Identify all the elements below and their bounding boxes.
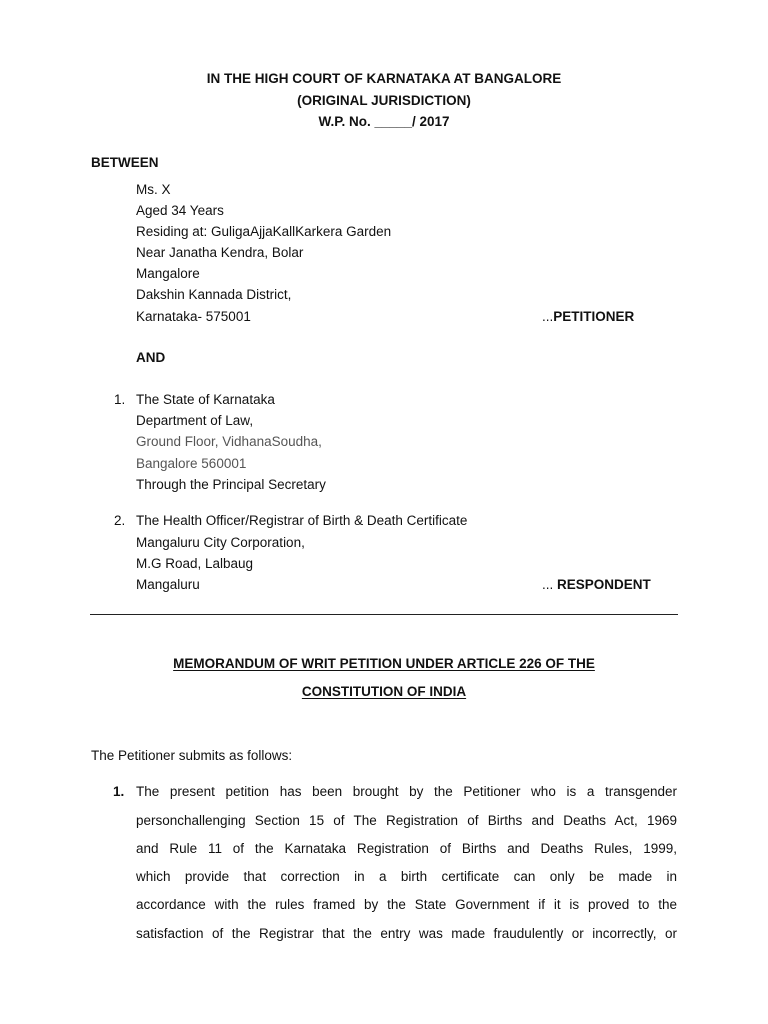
- respondent-line: Department of Law,: [136, 413, 254, 428]
- paragraph-line: accordance with the rules framed by the State Government if it is proved to the: [136, 897, 677, 912]
- respondent-number: 2.: [114, 513, 126, 528]
- respondent-line: The Health Officer/Registrar of Birth & Death Certificate: [136, 513, 468, 528]
- memo-title-line2: [0, 684, 768, 699]
- petitioner-line: Near Janatha Kendra, Bolar: [136, 245, 304, 260]
- respondent-line: Mangaluru City Corporation,: [136, 535, 305, 550]
- petitioner-line: Dakshin Kannada District,: [136, 287, 292, 302]
- respondent-role-label: RESPONDENT: [557, 577, 651, 592]
- respondent-line: M.G Road, Lalbaug: [136, 556, 254, 571]
- and-label: AND: [136, 350, 166, 365]
- case-number: W.P. No. _____/ 2017: [318, 114, 450, 129]
- petitioner-role-label: PETITIONER: [553, 309, 635, 324]
- memo-title-text-1: MEMORANDUM OF WRIT PETITION UNDER ARTICLE 226 OF THE: [173, 656, 595, 671]
- respondent-role: [542, 577, 651, 592]
- petitioner-role-dots: ...: [542, 309, 554, 324]
- respondent-line: Mangaluru: [136, 577, 200, 592]
- respondent-line: Bangalore 560001: [136, 456, 247, 471]
- respondent-number: 1.: [114, 392, 126, 407]
- memo-title-text-2: CONSTITUTION OF INDIA: [301, 684, 467, 699]
- respondent-role-dots: ...: [542, 577, 554, 592]
- paragraph-line: The present petition has been brought by the Petitioner who is a transgender: [136, 784, 677, 799]
- jurisdiction-title: (ORIGINAL JURISDICTION): [297, 93, 471, 108]
- respondent-line: Through the Principal Secretary: [136, 477, 326, 492]
- petitioner-line: Karnataka- 575001: [136, 309, 251, 324]
- paragraph-line: personchallenging Section 15 of The Registration of Births and Deaths Act, 1969: [136, 813, 677, 828]
- petitioner-line: Mangalore: [136, 266, 200, 281]
- paragraph-line: which provide that correction in a birth certificate can only be made in: [136, 869, 677, 884]
- paragraph-line: satisfaction of the Registrar that the entry was made fraudulently or incorrectly, or: [136, 926, 677, 941]
- memo-title-line1: [0, 656, 768, 671]
- court-title: IN THE HIGH COURT OF KARNATAKA AT BANGALORE: [206, 71, 562, 86]
- petitioner-role: [542, 309, 634, 324]
- intro-text: The Petitioner submits as follows:: [91, 748, 293, 763]
- petitioner-line: Ms. X: [136, 182, 171, 197]
- between-label: BETWEEN: [91, 155, 159, 170]
- paragraph-number: 1.: [113, 784, 125, 799]
- respondent-line: Ground Floor, VidhanaSoudha,: [136, 434, 322, 449]
- paragraph-line: and Rule 11 of the Karnataka Registration of Births and Deaths Rules, 1999,: [136, 841, 677, 856]
- petitioner-line: Aged 34 Years: [136, 203, 224, 218]
- petitioner-line: Residing at: GuligaAjjaKallKarkera Garden: [136, 224, 392, 239]
- respondent-line: The State of Karnataka: [136, 392, 275, 407]
- horizontal-divider: [90, 614, 678, 615]
